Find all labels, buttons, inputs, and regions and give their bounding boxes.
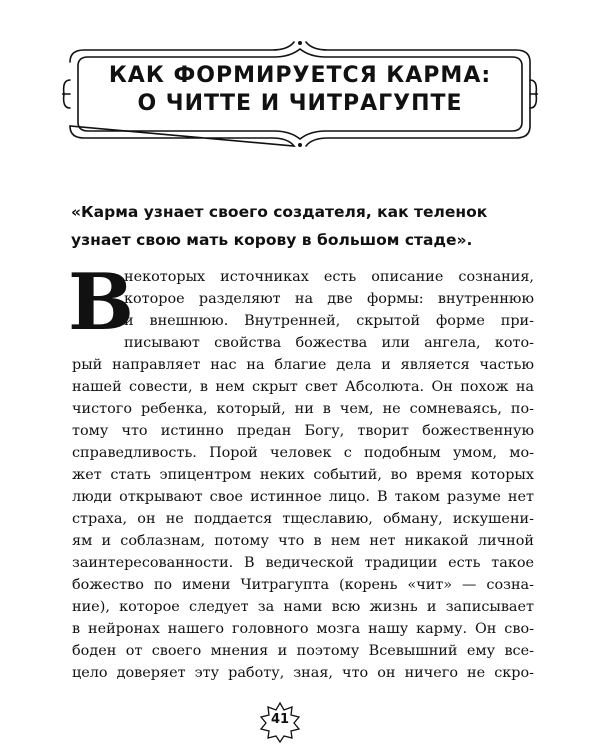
body-line: цело доверяет эту работу, зная, что он ничего не скро- (72, 665, 534, 681)
body-line: рый направляет нас на благие дела и является частью (72, 357, 534, 373)
page-number-badge (258, 700, 302, 744)
epigraph-line-1: «Карма узнает своего создателя, как теленок (71, 203, 488, 221)
body-line: заинтересованности. В ведической традиции есть такое (72, 555, 534, 571)
body-line: божество по имени Читрагупта (корень «чит» — созна- (72, 577, 534, 593)
drop-cap: В (68, 257, 134, 348)
body-line: люди открывают свое истинное лицо. В таком разуме нет (72, 489, 534, 505)
body-line: и внешнюю. Внутренней, скрытой форме при- (124, 313, 534, 329)
body-line: некоторых источниках есть описание сознания, (124, 269, 534, 285)
body-line: нашей совести, в нем скрыт свет Абсолюта. Он похож на (72, 379, 534, 395)
chapter-title-line-2: О ЧИТТЕ И ЧИТРАГУПТЕ (137, 91, 463, 116)
body-line: ние), которое следует за нами всю жизнь и записывает (72, 599, 534, 615)
page-number: 41 (270, 712, 290, 727)
body-line: справедливость. Порой человек с подобным умом, мо- (72, 445, 534, 461)
body-line: жет стать эпицентром неких событий, во время которых (72, 467, 534, 483)
body-line: тому что истинно предан Богу, творит божественную (72, 423, 534, 439)
body-line: боден от своего мнения и поэтому Всевышний ему все- (72, 643, 534, 659)
body-line: писывают свойства божества или ангела, кото- (124, 335, 534, 351)
body-line: в нейронах нашего головного мозга нашу карму. Он сво- (72, 621, 534, 637)
body-line: которое разделяют на две формы: внутреннюю (124, 291, 534, 307)
body-line: страха, он не поддается тщеславию, обману, искушени- (72, 511, 534, 527)
body-line: ям и соблазнам, потому что в нем нет никакой личной (72, 533, 534, 549)
body-line: чистого ребенка, который, ни в чем, не сомневаясь, по- (72, 401, 534, 417)
chapter-title-line-1: КАК ФОРМИРУЕТСЯ КАРМА: (108, 63, 492, 88)
epigraph-line-2: узнает свою мать корову в большом стаде». (71, 231, 473, 249)
